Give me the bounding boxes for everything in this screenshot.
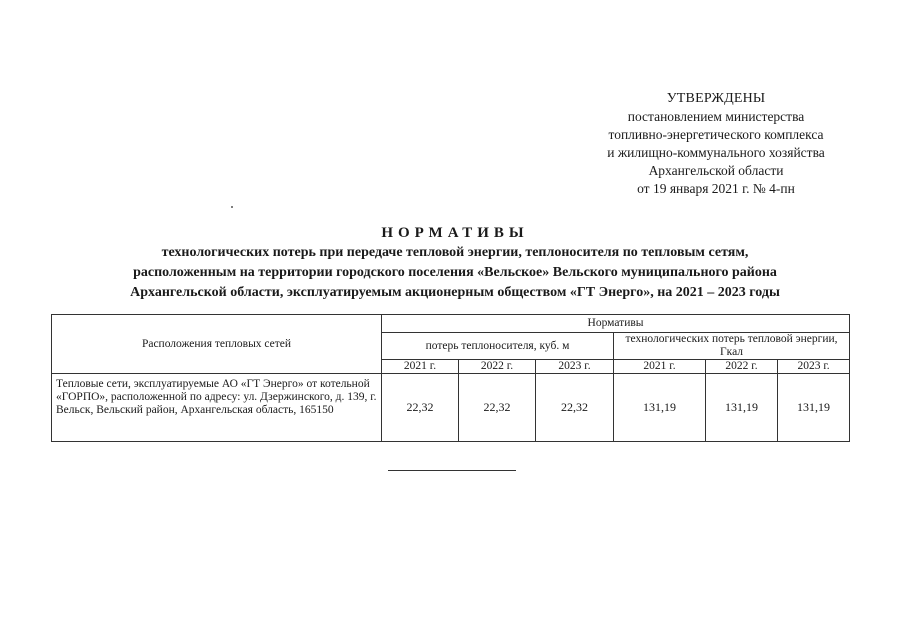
value-cell: 131,19: [706, 374, 778, 442]
approval-line-housing: и жилищно-коммунального хозяйства: [607, 145, 825, 160]
year-header: 2021 г.: [382, 360, 459, 374]
document-heading: НОРМАТИВЫ: [381, 225, 529, 241]
heat-loss-header: технологических потерь тепловой энергии, Гкал: [614, 333, 850, 360]
table-header-row-1: [52, 315, 850, 333]
closing-divider: [388, 470, 516, 471]
table-row: [52, 374, 850, 442]
document-subtitle-line-2: расположенным на территории городского поселения «Вельское» Вельского муниципального района: [133, 265, 777, 280]
approval-heading: УТВЕРЖДЕНЫ: [666, 91, 766, 106]
coolant-loss-header: потерь теплоносителя, куб. м: [382, 333, 614, 360]
norms-header: Нормативы: [382, 315, 850, 333]
value-cell: 22,32: [459, 374, 536, 442]
value-cell: 22,32: [536, 374, 614, 442]
year-header: 2022 г.: [459, 360, 536, 374]
value-cell: 131,19: [778, 374, 850, 442]
document-subtitle-line-1: технологических потерь при передаче тепловой энергии, теплоносителя по тепловым сетям,: [161, 245, 749, 260]
location-header: Расположения тепловых сетей: [52, 315, 382, 374]
document-title: [60, 224, 850, 303]
scan-speck: [231, 206, 233, 208]
approval-line-ministry: постановлением министерства: [627, 109, 805, 124]
year-header: 2023 г.: [536, 360, 614, 374]
value-cell: 131,19: [614, 374, 706, 442]
approval-line-complex: топливно-энергетического комплекса: [608, 127, 824, 142]
approval-line-date: от 19 января 2021 г. № 4-пн: [637, 181, 795, 196]
year-header: 2023 г.: [778, 360, 850, 374]
approval-line-region: Архангельской области: [648, 163, 784, 178]
location-cell: Тепловые сети, эксплуатируемые АО «ГТ Энерго» от котельной «ГОРПО», расположенной по адресу: ул. Дзержинского, д. 139, г. Вельск, Вельский район, Архангельская область, 165150: [52, 374, 382, 442]
norms-table: [51, 314, 850, 442]
approval-stamp: [566, 90, 866, 198]
year-header: 2022 г.: [706, 360, 778, 374]
year-header: 2021 г.: [614, 360, 706, 374]
document-subtitle-line-3: Архангельской области, эксплуатируемым акционерным обществом «ГТ Энерго», на 2021 – 2023 годы: [130, 285, 780, 300]
value-cell: 22,32: [382, 374, 459, 442]
